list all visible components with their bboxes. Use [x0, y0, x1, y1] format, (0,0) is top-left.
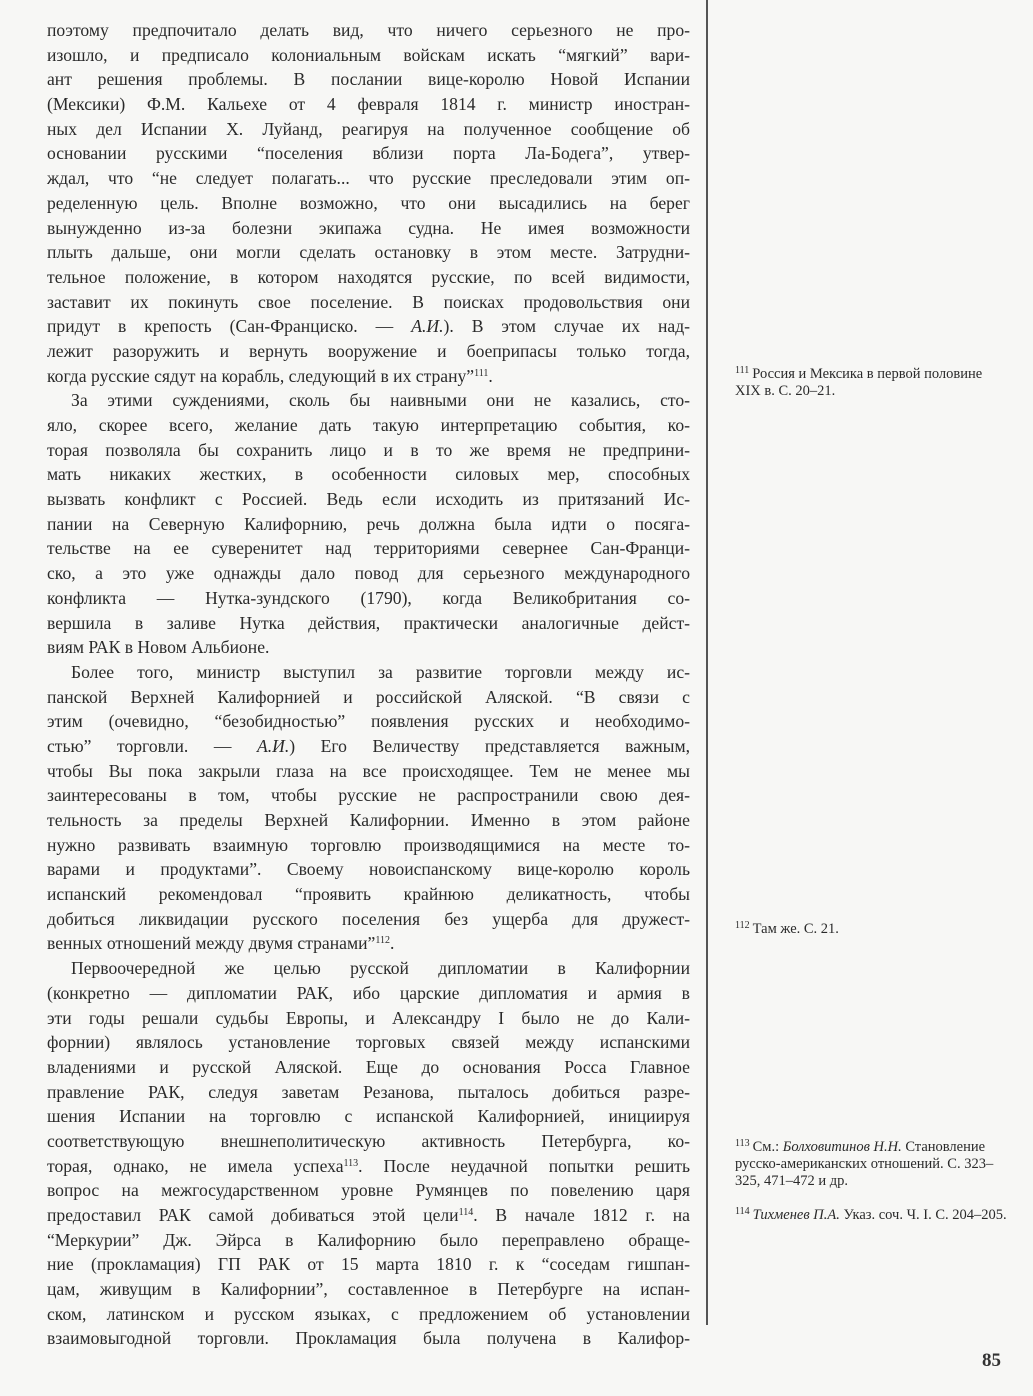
text-line: [47, 857, 690, 882]
text-segment: Первоочередной же целью русской дипломатии в Калифорнии: [71, 958, 690, 979]
text-segment: виям РАК в Новом Альбионе.: [47, 637, 270, 658]
text-segment: лежит разоружить и вернуть вооружение и боеприпасы только тогда,: [47, 340, 690, 361]
text-line: [47, 956, 690, 981]
text-segment: ) Его Величеству представляется важным,: [289, 735, 690, 756]
text-segment: ант решения проблемы. В послании вице-королю Новой Испании: [47, 69, 690, 90]
text-segment: вынужденно из-за болезни экипажа судна. Не имея возможности: [47, 217, 690, 238]
text-segment: цам, живущим в Калифорнии”, составленное в Петербурге на испан-: [47, 1279, 690, 1300]
text-segment: плыть дальше, они могли сделать остановку в этом месте. Затрудни-: [47, 242, 690, 263]
text-line: [47, 43, 690, 68]
text-line: [47, 783, 690, 808]
text-line: [47, 635, 690, 660]
text-line: [47, 388, 690, 413]
text-line: [47, 1178, 690, 1203]
footnote-prefix: См.:: [752, 1139, 783, 1155]
text-segment: основании русскими “поселения вблизи порта Ла-Бодега”, утвер-: [47, 143, 690, 164]
text-segment: заинтересованы в том, чтобы русские не распространили свою дея-: [47, 785, 690, 806]
text-segment: пании на Северную Калифорнию, речь должна была идти о посяга-: [47, 513, 690, 534]
paragraph: [47, 956, 690, 1351]
text-line: [47, 1277, 690, 1302]
text-line: [47, 487, 690, 512]
text-segment: .: [389, 933, 395, 954]
text-line: [47, 1030, 690, 1055]
footnote-113: [735, 1135, 1007, 1190]
text-segment: вопрос на межгосударственном уровне Румянцев по повелению царя: [47, 1180, 690, 1201]
text-line: [47, 709, 690, 734]
text-line: [47, 685, 690, 710]
text-segment: варами и продуктами”. Своему новоиспанскому вице-королю король: [47, 859, 690, 880]
margin-rule: [706, 0, 708, 1325]
paragraph: [47, 18, 690, 388]
text-line: [47, 1154, 690, 1179]
text-line: [47, 981, 690, 1006]
text-segment: взаимовыгодной торговли. Прокламация была получена в Калифор-: [47, 1328, 690, 1349]
text-line: [47, 314, 690, 339]
text-segment: правление РАК, следуя заветам Резанова, пыталось добиться разре-: [47, 1081, 690, 1102]
text-segment: эти годы решали судьбы Европы, и Александру I было не до Кали-: [47, 1007, 690, 1028]
text-segment: добиться ликвидации русского поселения без ущерба для дружест-: [47, 908, 690, 929]
footnote-number: 114: [735, 1206, 750, 1217]
text-line: [47, 240, 690, 265]
text-line: [47, 117, 690, 142]
text-line: [47, 882, 690, 907]
text-line: [47, 18, 690, 43]
footnote-number: 112: [735, 920, 750, 931]
text-line: [47, 1104, 690, 1129]
text-line: [47, 1302, 690, 1327]
footnote-author: Болховитинов Н.Н.: [782, 1139, 902, 1155]
text-segment: когда русские сядут на корабль, следующий в их страну”: [47, 365, 475, 386]
main-text-column: [47, 18, 690, 1351]
text-segment: За этими суждениями, сколь бы наивными они не казались, сто-: [71, 390, 690, 411]
text-segment: ско, а это уже однажды дало повод для серьезного международного: [47, 563, 690, 584]
text-segment: торая, однако, не имела успеха: [47, 1155, 344, 1176]
text-line: [47, 191, 690, 216]
text-line: [47, 216, 690, 241]
text-line: [47, 92, 690, 117]
text-line: [47, 611, 690, 636]
footnote-author: Тихменев П.А.: [752, 1207, 840, 1223]
text-segment: ределенную цель. Вполне возможно, что они высадились на берег: [47, 192, 690, 213]
text-segment: Более того, министр выступил за развитие торговли между ис-: [71, 661, 690, 682]
text-line: [47, 808, 690, 833]
text-segment: конфликта — Нутка-зундского (1790), когда Великобритания со-: [47, 587, 690, 608]
text-segment: торая позволяла бы сохранить лицо и в то же время не предприни-: [47, 439, 690, 460]
footnote-number: 113: [735, 1138, 750, 1149]
text-segment: испанский рекомендовал “проявить крайнюю деликатность, чтобы: [47, 884, 690, 905]
footnote-ref: 112: [375, 935, 390, 947]
text-segment: вызвать конфликт с Россией. Ведь если исходить из притязаний Ис-: [47, 489, 690, 510]
text-segment: предоставил РАК самой добиваться этой цели: [47, 1205, 459, 1225]
footnote-text: Становление русско-американских отношений. С. 323–325, 471–472 и др.: [735, 1139, 994, 1189]
text-line: [47, 1228, 690, 1253]
text-segment: . После неудачной попытки решить: [358, 1155, 691, 1176]
text-segment: тельстве на ее суверенитет над территориями севернее Сан-Франци-: [47, 538, 690, 559]
text-line: [47, 462, 690, 487]
text-line: [47, 67, 690, 92]
text-line: [47, 586, 690, 611]
text-segment: тельное положение, в котором находятся русские, по всей видимости,: [47, 266, 690, 287]
text-segment: ). В этом случае их над-: [443, 316, 690, 337]
text-line: [47, 1080, 690, 1105]
text-segment: соответствующую внешнеполитическую активность Петербурга, ко-: [47, 1130, 690, 1151]
text-line: [47, 413, 690, 438]
paragraph: [47, 388, 690, 660]
footnote-112: [735, 917, 1007, 938]
text-line: [47, 931, 690, 956]
text-line: [47, 512, 690, 537]
text-line: [47, 1129, 690, 1154]
text-segment: . В начале 1812 г. на: [473, 1205, 690, 1225]
text-segment: венных отношений между двумя странами”: [47, 933, 376, 954]
text-segment: мать никаких жестких, в особенности силовых мер, способных: [47, 464, 690, 485]
footnote-111: [735, 362, 1007, 400]
page-number: 85: [982, 1350, 1001, 1371]
text-segment: придут в крепость (Сан-Франциско. —: [47, 316, 412, 337]
text-segment: изошло, и предписало колониальным войскам искать “мягкий” вари-: [47, 44, 690, 65]
text-segment: ние (прокламация) ГП РАК от 15 марта 1810 г. к “соседам гишпан-: [47, 1254, 690, 1275]
text-line: [47, 561, 690, 586]
text-line: [47, 438, 690, 463]
text-segment: яло, скорее всего, желание дать такую интерпретацию события, ко-: [47, 415, 690, 435]
text-line: [47, 1055, 690, 1080]
text-segment: чтобы Вы пока закрыли глаза на все происходящее. Тем не менее мы: [47, 760, 690, 781]
footnote-114: [735, 1203, 1007, 1224]
footnote-ref: 114: [458, 1207, 474, 1218]
text-line: [47, 290, 690, 315]
text-segment: панской Верхней Калифорнией и российской Аляской. “В связи с: [47, 686, 690, 707]
text-line: [47, 1006, 690, 1031]
text-segment: заставит их покинуть свое поселение. В поисках продовольствия они: [47, 291, 690, 312]
footnote-text: Указ. соч. Ч. I. С. 204–205.: [839, 1207, 1007, 1223]
text-line: [47, 166, 690, 191]
text-segment: ждал, что “не следует полагать... что русские преследовали этим оп-: [47, 168, 690, 189]
text-line: [47, 339, 690, 364]
text-segment: шения Испании на торговлю с испанской Калифорнией, инициируя: [47, 1106, 690, 1127]
text-segment: этим (очевидно, “безобидностью” появления русских и необходимо-: [47, 711, 690, 732]
text-line: [47, 141, 690, 166]
italic-initials: А.И.: [411, 316, 444, 337]
text-segment: вершила в заливе Нутка действия, практически аналогичные дейст-: [47, 612, 690, 633]
footnote-number: 111: [735, 365, 750, 376]
text-segment: форнии) являлось установление торговых связей между испанскими: [47, 1032, 690, 1053]
text-segment: стью” торговли. —: [47, 735, 257, 756]
text-line: [47, 833, 690, 858]
text-line: [47, 265, 690, 290]
text-line: [47, 1203, 690, 1228]
text-segment: поэтому предпочитало делать вид, что ничего серьезного не про-: [47, 20, 690, 40]
text-segment: ных дел Испании Х. Луйанд, реагируя на полученное сообщение об: [47, 118, 690, 139]
text-line: [47, 660, 690, 685]
text-line: [47, 536, 690, 561]
text-segment: ском, латинском и русском языках, с предложением об установлении: [47, 1303, 690, 1324]
text-segment: владениями и русской Аляской. Еще до основания Росса Главное: [47, 1056, 690, 1077]
text-line: [47, 759, 690, 784]
text-line: [47, 907, 690, 932]
paragraph: [47, 660, 690, 956]
footnote-text: Там же. С. 21.: [752, 921, 839, 937]
footnote-ref: 111: [474, 367, 489, 379]
text-segment: тельность за пределы Верхней Калифорнии. Именно в этом районе: [47, 810, 690, 830]
text-segment: “Меркурии” Дж. Эйрса в Калифорнию было переправлено обраще-: [47, 1229, 690, 1250]
text-line: [47, 1252, 690, 1277]
text-line: [47, 364, 690, 389]
footnote-ref: 113: [343, 1157, 359, 1169]
text-segment: .: [488, 365, 493, 386]
text-segment: (конкретно — дипломатии РАК, ибо царские дипломатия и армия в: [47, 982, 690, 1003]
text-line: [47, 734, 690, 759]
text-segment: нужно развивать взаимную торговлю производящимися на месте то-: [47, 834, 690, 855]
text-segment: (Мексики) Ф.М. Кальехе от 4 февраля 1814 г. министр иностран-: [47, 94, 690, 115]
text-line: [47, 1326, 690, 1351]
footnote-text: Россия и Мексика в первой половине XIX в. С. 20–21.: [735, 366, 983, 399]
italic-initials: А.И.: [256, 735, 290, 756]
